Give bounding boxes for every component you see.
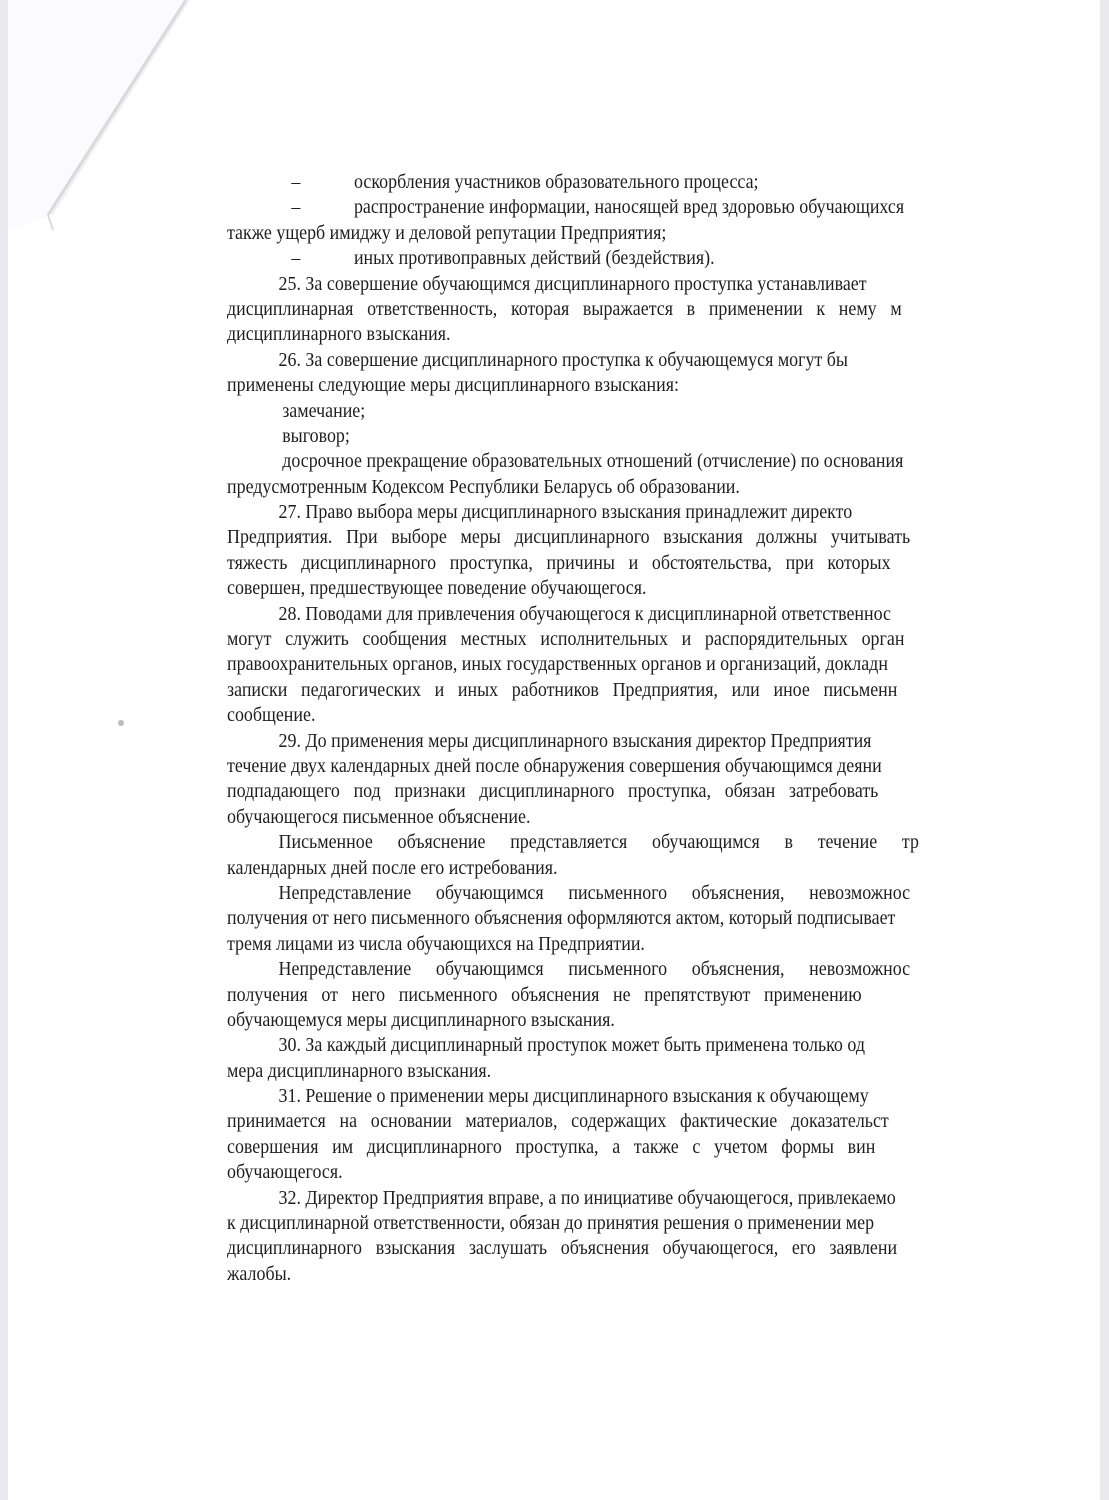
paragraph-line: дисциплинарного взыскания заслушать объяснения обучающегося, его заявлени (227, 1238, 898, 1260)
paragraph-line: дисциплинарная ответственность, которая выражается в применении к нему м (227, 298, 902, 320)
paragraph-first-line: 29. До применения меры дисциплинарного взыскания директор Предприятия (278, 730, 872, 752)
dash-marker: – (291, 197, 301, 219)
paragraph-line: записки педагогических и иных работников Предприятия, или иное письменн (227, 679, 898, 701)
bullet-text: оскорбления участников образовательного процесса; (353, 172, 759, 193)
paragraph-line: тремя лицами из числа обучающихся на Предприятии. (227, 933, 645, 955)
paragraph-first-line: 25. За совершение обучающимся дисциплинарного проступка устанавливает (278, 273, 867, 295)
bullet-text: распространение информации, наносящей вред здоровью обучающихся (353, 197, 905, 219)
paragraph-line: календарных дней после его истребования. (227, 857, 558, 879)
dash-marker: – (291, 248, 301, 270)
paragraph-line: Предприятия. При выборе меры дисциплинарного взыскания должны учитывать (227, 527, 911, 549)
bullet-text: иных противоправных действий (бездействия). (353, 248, 715, 270)
paragraph-first-line: Непредставление обучающимся письменного объяснения, невозможнос (278, 882, 911, 904)
paragraph-line: могут служить сообщения местных исполнительных и распорядительных орган (227, 629, 905, 651)
paragraph-line: принимается на основании материалов, содержащих фактические доказательст (227, 1111, 889, 1133)
paragraph-line: совершен, предшествующее поведение обучающегося. (227, 578, 647, 600)
paragraph-line: сообщение. (227, 705, 316, 727)
paragraph-line: обучающемуся меры дисциплинарного взыскания. (227, 1009, 615, 1031)
paragraph-line: получения от него письменного объяснения не препятствуют применению (227, 984, 862, 1006)
paragraph-line: применены следующие меры дисциплинарного взыскания: (227, 375, 679, 397)
penalty-list-item: выговор; (282, 425, 350, 447)
paragraph-line: к дисциплинарной ответственности, обязан до принятия решения о применении мер (227, 1213, 875, 1235)
paragraph-line: течение двух календарных дней после обнаружения совершения обучающимся деяни (227, 755, 882, 777)
paragraph-line: правоохранительных органов, иных государственных органов и организаций, докладн (227, 654, 888, 676)
scan-speck (118, 720, 124, 726)
paragraph-first-line: 28. Поводами для привлечения обучающегося к дисциплинарной ответственнос (278, 603, 891, 625)
paragraph-line: совершения им дисциплинарного проступка, а также с учетом формы вин (227, 1136, 876, 1158)
paragraph-first-line: Письменное объяснение представляется обучающимся в течение тр (278, 832, 919, 854)
paragraph-line: обучающегося письменное объяснение. (227, 806, 531, 828)
paragraph-first-line: 32. Директор Предприятия вправе, а по инициативе обучающегося, привлекаемо (278, 1187, 896, 1209)
paragraph-line: получения от него письменного объяснения оформляются актом, который подписывает (227, 908, 896, 930)
page-fold-shadow (8, 0, 208, 230)
paragraph-first-line: 26. За совершение дисциплинарного проступка к обучающемуся могут бы (278, 349, 848, 371)
paragraph-line: предусмотренным Кодексом Республики Беларусь об образовании. (227, 476, 740, 498)
paragraph-line: мера дисциплинарного взыскания. (227, 1060, 492, 1082)
dash-marker: – (291, 172, 301, 193)
bullet-item (227, 195, 1073, 220)
bullet-item (227, 170, 1073, 195)
penalty-list-item: досрочное прекращение образовательных отношений (отчисление) по основания (282, 451, 904, 473)
penalty-list-item: замечание; (282, 400, 366, 422)
paragraph-line: подпадающего под признаки дисциплинарного проступка, обязан затребовать (227, 781, 879, 803)
paragraph-line: жалобы. (227, 1263, 292, 1285)
paragraph-line: обучающегося. (227, 1162, 343, 1184)
paragraph-line: тяжесть дисциплинарного проступка, причины и обстоятельства, при которых (227, 552, 891, 574)
bullet-item (227, 246, 1073, 271)
paragraph-first-line: 27. Право выбора меры дисциплинарного взыскания принадлежит директо (278, 502, 853, 524)
paragraph-first-line: 30. За каждый дисциплинарный проступок может быть применена только од (278, 1035, 865, 1057)
paragraph-line: также ущерб имиджу и деловой репутации Предприятия; (227, 222, 667, 244)
scanned-page (8, 0, 1100, 1500)
paragraph-first-line: 31. Решение о применении меры дисциплинарного взыскания к обучающему (278, 1086, 869, 1108)
paragraph-line: дисциплинарного взыскания. (227, 324, 451, 346)
paragraph-first-line: Непредставление обучающимся письменного объяснения, невозможнос (278, 959, 911, 981)
document-body (227, 170, 1073, 1287)
